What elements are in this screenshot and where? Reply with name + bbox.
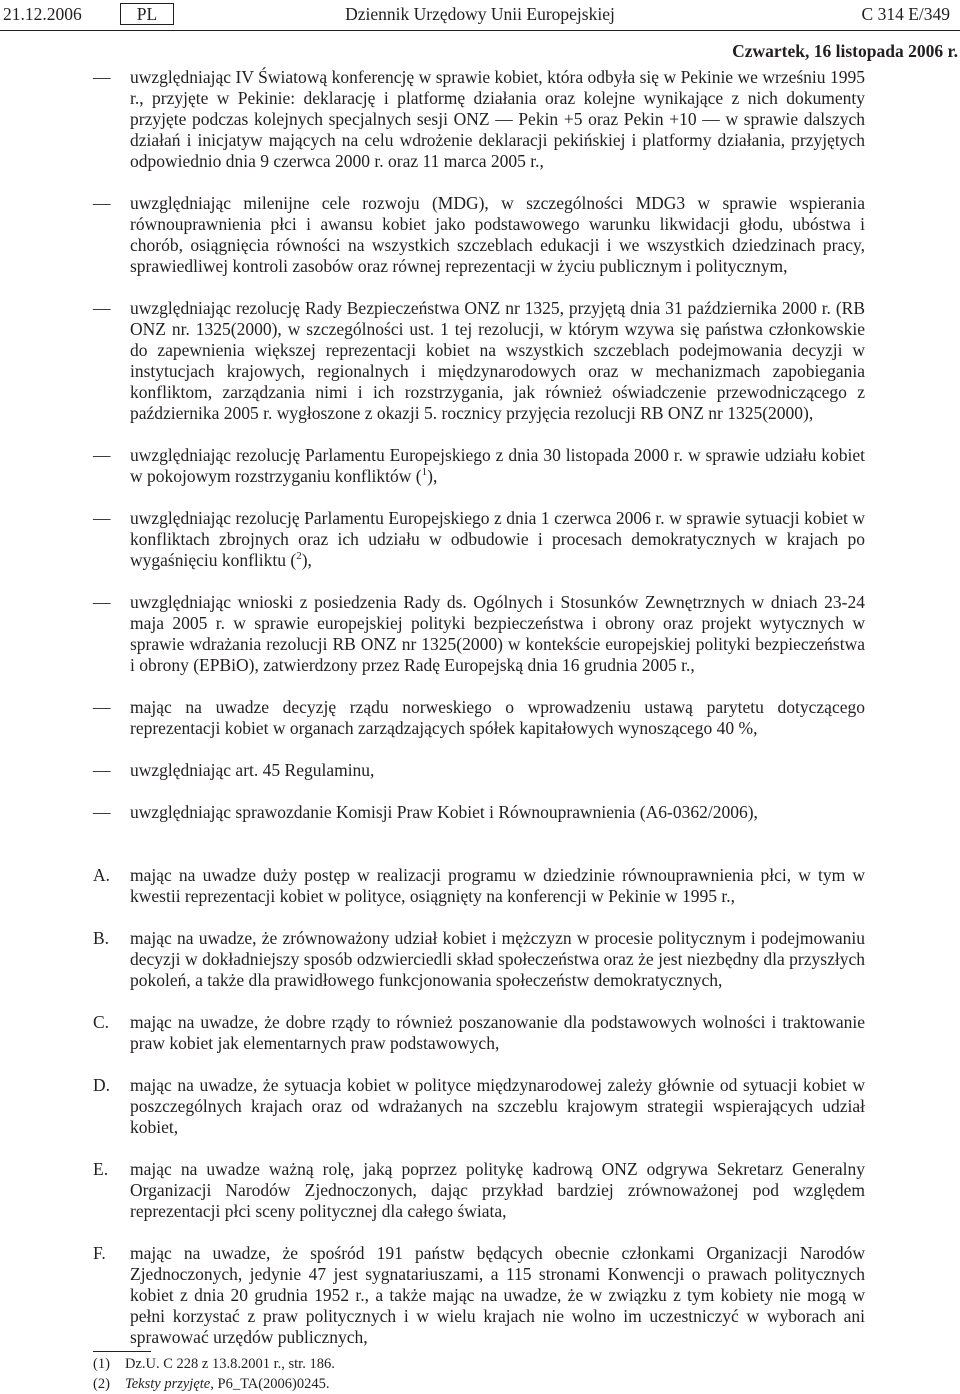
recital-text: uwzględniając milenijne cele rozwoju (MDG), w szczególności MDG3 w sprawie wspierania równouprawnienia płci i awansu kobiet jako podstawowego warunku likwidacji głodu, ubóstwa i chorób, osiągnięcia równości na wszystkich szczeblach edukacji i we wszystkich dziedzinach pracy, sprawiedliwej kontroli zasobów oraz równej reprezentacji w życiu publicznym i politycznym,	[130, 193, 865, 276]
sitting-date: Czwartek, 16 listopada 2006 r.	[732, 41, 958, 61]
dash-mark: —	[93, 67, 111, 87]
dash-mark: —	[93, 697, 111, 717]
recital-text: uwzględniając rezolucję Rady Bezpieczeństwa ONZ nr 1325, przyjętą dnia 31 października 2000 r. (RB ONZ nr. 1325(2000), w szczególności ust. 1 tej rezolucji, w którym wzywa się państwa członkowskie do zapewnienia większej reprezentacji kobiet na wszystkich szczeblach podejmowania decyzji w instytucjach krajowych, regionalnych i międzynarodowych oraz w mechanizmach zapobiegania konfliktom, zarządzania nimi i ich rozstrzygania, jak również oświadczenie przewodniczącego z października 2005 r. wygłoszone z okazji 5. rocznicy przyjęcia rezolucji RB ONZ nr 1325(2000),	[130, 298, 865, 423]
header-rule	[0, 30, 960, 31]
footnote-text: Teksty przyjęte, P6_TA(2006)0245.	[125, 1376, 330, 1392]
footnote	[93, 1354, 865, 1374]
footnote-ref[interactable]: 2	[296, 550, 302, 563]
recital-text: uwzględniając rezolucję Parlamentu Europejskiego z dnia 1 czerwca 2006 r. w sprawie sytuacji kobiet w konfliktach zbrojnych oraz ich udziału w odbudowie i procesach demokratycznych w krajach po wygaśnięciu konfliktu ($^2$),	[130, 508, 865, 570]
recital-letter: C.	[93, 1012, 110, 1032]
footnotes	[93, 1354, 865, 1394]
recital-text: uwzględniając sprawozdanie Komisji Praw Kobiet i Równouprawnienia (A6-0362/2006),	[130, 802, 758, 822]
recital-text: mając na uwadze ważną rolę, jaką poprzez politykę kadrową ONZ odgrywa Sekretarz Generalny Organizacji Narodów Zjednoczonych, dając przykład bardziej zrównoważonej pod względem reprezentacji płci sceny politycznej dla całego świata,	[130, 1159, 865, 1221]
recital-text: uwzględniając IV Światową konferencję w sprawie kobiet, która odbyła się w Pekinie we wrześniu 1995 r., przyjęte w Pekinie: deklarację i platformę działania oraz kolejne wynikające z nich dokumenty przyjęte podczas kolejnych specjalnych sesji ONZ — Pekin +5 oraz Pekin +10 — w sprawie dalszych działań i inicjatyw mających na celu wdrożenie deklaracji pekińskiej i platformy działania, przyjętych odpowiednio dnia 9 czerwca 2000 r. oraz 11 marca 2005 r.,	[130, 67, 865, 171]
page-header	[0, 2, 960, 26]
dash-mark: —	[93, 760, 111, 780]
dash-mark: —	[93, 193, 111, 213]
recital-dash-item	[93, 508, 865, 571]
footnote-text: Dz.U. C 228 z 13.8.2001 r., str. 186.	[125, 1356, 335, 1372]
recital-letter: D.	[93, 1075, 111, 1095]
dash-mark: —	[93, 508, 111, 528]
dash-mark: —	[93, 592, 111, 612]
recital-text: mając na uwadze, że zrównoważony udział kobiet i mężczyzn w procesie politycznym i podejmowaniu decyzji w dokładniejszy sposób odzwierciedli skład społeczeństwa oraz że jest niezbędny dla przyszłych pokoleń, a także dla prawidłowego funkcjonowania społeczeństw demokratycznych,	[130, 928, 865, 990]
dash-mark: —	[93, 445, 111, 465]
recital-text: mając na uwadze decyzję rządu norweskiego o wprowadzeniu ustawą parytetu dotyczącego reprezentacji kobiet w organach zarządzających spółek kapitałowych wynoszącego 40 %,	[130, 697, 865, 738]
document-body	[93, 67, 865, 1369]
dash-mark: —	[93, 298, 111, 318]
recital-text: mając na uwadze duży postęp w realizacji programu w dziedzinie równouprawnienia płci, w tym w kwestii reprezentacji kobiet w polityce, osiągnięty na konferencji w Pekinie w 1995 r.,	[130, 865, 865, 906]
recital-letter: B.	[93, 928, 110, 948]
recital-dash-item	[93, 592, 865, 676]
recital-text: mając na uwadze, że sytuacja kobiet w polityce międzynarodowej zależy głównie od sytuacji kobiet w poszczególnych krajach oraz od wdrażanych na szczeblu krajowym strategii wspierających udział kobiet,	[130, 1075, 865, 1137]
recital-dash-item	[93, 67, 865, 172]
journal-reference: C 314 E/349	[861, 4, 950, 24]
recital-dash-item	[93, 802, 865, 823]
recital-letter-item	[93, 1012, 865, 1054]
footnote	[93, 1374, 865, 1394]
recital-letter-item	[93, 928, 865, 991]
recital-letter: F.	[93, 1243, 106, 1263]
recital-letter-item	[93, 1159, 865, 1222]
recital-letter: E.	[93, 1159, 109, 1179]
footnote-number: (2)	[93, 1376, 110, 1392]
language-badge: PL	[120, 3, 174, 25]
recital-text: mając na uwadze, że dobre rządy to również poszanowanie dla podstawowych wolności i traktowanie praw kobiet jak elementarnych praw podstawowych,	[130, 1012, 865, 1053]
dash-mark: —	[93, 802, 111, 822]
recital-letter: A.	[93, 865, 111, 885]
journal-title: Dziennik Urzędowy Unii Europejskiej	[345, 4, 615, 24]
footnote-ref[interactable]: 1	[421, 466, 428, 479]
recital-dash-item	[93, 298, 865, 424]
recital-text: mając na uwadze, że spośród 191 państw będących obecnie członkami Organizacji Narodów Zjednoczonych, jedynie 47 jest sygnatariuszami, a 115 stronami Konwencji o prawach politycznych kobiet z dnia 20 grudnia 1952 r., a także mając na uwadze, że w związku z tym kobiety nie mogą w pełni korzystać z praw politycznych i w wielu krajach nie wolno im uczestniczyć w wyborach ani sprawować urzędów publicznych,	[130, 1243, 865, 1347]
recital-dash-item	[93, 193, 865, 277]
footnote-number: (1)	[93, 1356, 110, 1372]
recital-dash-item	[93, 760, 865, 781]
recital-dash-item	[93, 697, 865, 739]
recital-dash-item	[93, 445, 865, 487]
recital-text: uwzględniając rezolucję Parlamentu Europejskiego z dnia 30 listopada 2000 r. w sprawie udziału kobiet w pokojowym rozstrzyganiu konfliktów ($^1$),	[130, 445, 865, 486]
recital-letter-item	[93, 865, 865, 907]
recital-text: uwzględniając wnioski z posiedzenia Rady ds. Ogólnych i Stosunków Zewnętrznych w dniach 23-24 maja 2005 r. w sprawie europejskiej polityki bezpieczeństwa i obrony oraz projekt wytycznych w sprawie wdrażania rezolucji RB ONZ nr 1325(2000) w kontekście europejskiej polityki bezpieczeństwa i obrony (EPBiO), zatwierdzony przez Radę Europejską dnia 16 grudnia 2005 r.,	[130, 592, 865, 675]
recital-letter-item	[93, 1243, 865, 1348]
publication-date: 21.12.2006	[3, 4, 82, 24]
recital-text: uwzględniając art. 45 Regulaminu,	[130, 760, 375, 780]
footnote-rule	[93, 1351, 151, 1352]
recital-letter-item	[93, 1075, 865, 1138]
